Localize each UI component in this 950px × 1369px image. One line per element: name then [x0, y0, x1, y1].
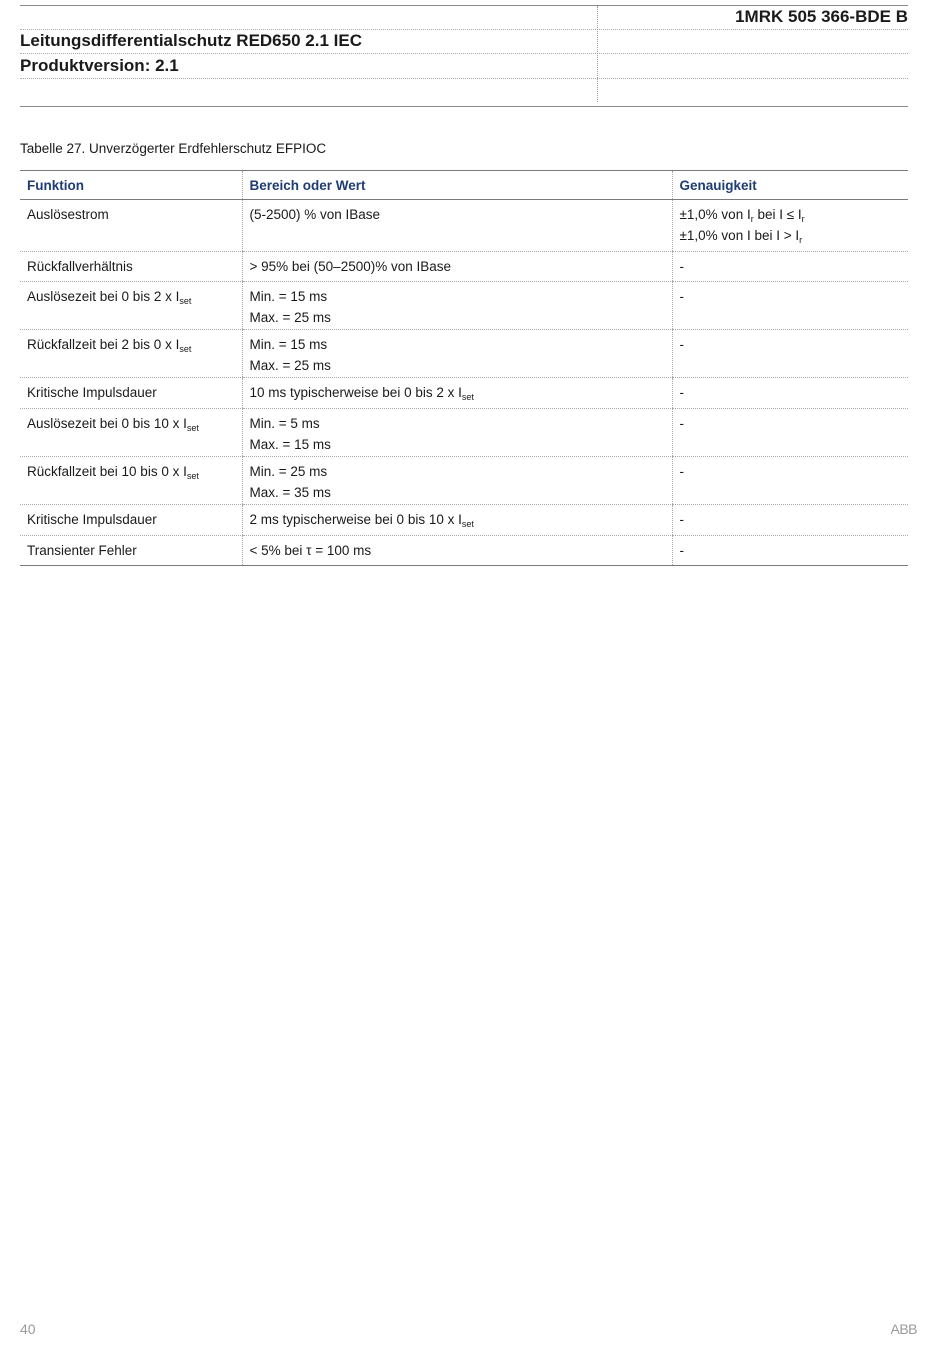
page-number: 40 — [20, 1321, 36, 1337]
cell-range — [242, 330, 672, 378]
cell-range — [242, 409, 672, 457]
cell-text: 10 ms typischerweise bei 0 bis 2 x $I_{set}$ — [249, 385, 474, 402]
cell-range — [242, 252, 672, 282]
cell-function — [20, 330, 242, 378]
cell-accuracy — [672, 536, 908, 566]
product-version: Produktversion: 2.1 — [20, 56, 179, 75]
table-row — [20, 252, 908, 282]
header-bottom-rule — [20, 106, 908, 107]
cell-text: - — [679, 289, 684, 304]
cell-accuracy — [672, 457, 908, 505]
table-row — [20, 200, 908, 252]
cell-text: - — [679, 259, 684, 274]
cell-text: 2 ms typischerweise bei 0 bis 10 x $I_{set}$ — [249, 512, 474, 529]
column-header-accuracy: Genauigkeit — [672, 171, 908, 200]
cell-range — [242, 505, 672, 536]
cell-text: - — [679, 512, 684, 527]
document-title: Leitungsdifferentialschutz RED650 2.1 IEC — [20, 31, 362, 50]
cell-accuracy — [672, 282, 908, 330]
brand-logo: ABB — [890, 1321, 917, 1337]
cell-function — [20, 409, 242, 457]
cell-text: ±1,0% von $I_r$ bei $I \le I_r$ — [679, 207, 805, 224]
cell-accuracy — [672, 409, 908, 457]
cell-text: ±1,0% von I bei $I > I_r$ — [679, 228, 803, 245]
table-row — [20, 536, 908, 566]
cell-text: Rückfallzeit bei 10 bis 0 x $I_{set}$ — [27, 464, 199, 481]
cell-text: Max. = 15 ms — [249, 437, 331, 452]
cell-range — [242, 282, 672, 330]
header-column-divider — [597, 6, 598, 102]
cell-text: Max. = 25 ms — [249, 310, 331, 325]
cell-range — [242, 200, 672, 252]
cell-accuracy — [672, 252, 908, 282]
cell-text: - — [679, 464, 684, 479]
cell-text: - — [679, 543, 684, 558]
cell-accuracy — [672, 378, 908, 409]
table-row — [20, 330, 908, 378]
cell-range — [242, 536, 672, 566]
document-id: 1MRK 505 366-BDE B — [735, 7, 908, 26]
cell-text: Kritische Impulsdauer — [27, 512, 157, 527]
cell-range — [242, 378, 672, 409]
table-header-row — [20, 171, 908, 200]
cell-text: Min. = 15 ms — [249, 289, 328, 304]
cell-accuracy — [672, 330, 908, 378]
table-row — [20, 282, 908, 330]
cell-text: Auslösezeit bei 0 bis 10 x $I_{set}$ — [27, 416, 199, 433]
column-header-range: Bereich oder Wert — [242, 171, 672, 200]
cell-function — [20, 378, 242, 409]
cell-range — [242, 457, 672, 505]
cell-function — [20, 505, 242, 536]
table-row — [20, 505, 908, 536]
cell-text: Min. = 5 ms — [249, 416, 320, 431]
cell-accuracy — [672, 200, 908, 252]
cell-text: - — [679, 385, 684, 400]
cell-function — [20, 200, 242, 252]
column-header-function: Funktion — [20, 171, 242, 200]
table-row — [20, 457, 908, 505]
cell-function — [20, 457, 242, 505]
cell-text: Max. = 35 ms — [249, 485, 331, 500]
cell-text: Rückfallzeit bei 2 bis 0 x $I_{set}$ — [27, 337, 192, 354]
cell-text: (5-2500) % von IBase — [249, 207, 381, 222]
table-caption: Tabelle 27. Unverzögerter Erdfehlerschutz EFPIOC — [20, 141, 327, 156]
cell-function — [20, 252, 242, 282]
cell-function — [20, 536, 242, 566]
cell-text: Auslösezeit bei 0 bis 2 x $I_{set}$ — [27, 289, 192, 306]
cell-accuracy — [672, 505, 908, 536]
cell-text: Auslösestrom — [27, 207, 109, 222]
cell-text: - — [679, 416, 684, 431]
cell-text: Min. = 15 ms — [249, 337, 328, 352]
cell-text: Transienter Fehler — [27, 543, 137, 558]
cell-text: < 5% bei τ = 100 ms — [249, 543, 372, 558]
cell-text: Rückfallverhältnis — [27, 259, 133, 274]
cell-text: Min. = 25 ms — [249, 464, 328, 479]
cell-text: Max. = 25 ms — [249, 358, 331, 373]
cell-text: Kritische Impulsdauer — [27, 385, 157, 400]
specification-table — [20, 170, 908, 566]
table-row — [20, 378, 908, 409]
cell-function — [20, 282, 242, 330]
table-row — [20, 409, 908, 457]
cell-text: - — [679, 337, 684, 352]
header-row-divider — [20, 78, 908, 79]
cell-text: > 95% bei (50–2500)% von IBase — [249, 259, 452, 274]
